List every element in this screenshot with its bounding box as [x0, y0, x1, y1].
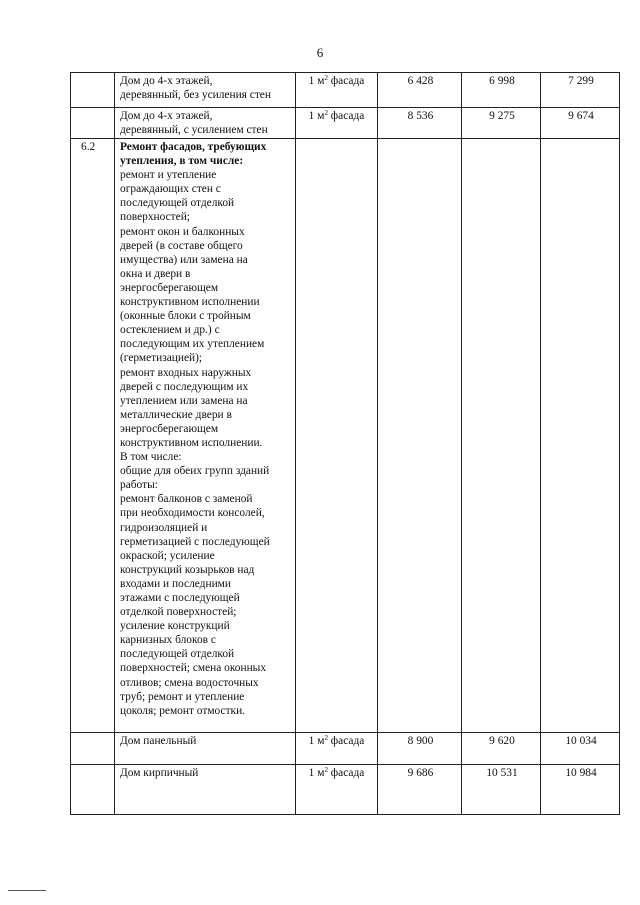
section-heading-line: Ремонт фасадов, требующих [120, 141, 267, 153]
section-number: 6.2 [71, 139, 115, 733]
body-line: ремонт окон и балконных [120, 225, 245, 238]
body-line: (оконные блоки с тройным [120, 310, 251, 323]
cost-table [70, 72, 620, 815]
body-line: входами и последними [120, 577, 231, 590]
body-line: поверхностей; [120, 211, 190, 224]
description-line: Дом до 4-х этажей, [120, 110, 213, 122]
unit-text-tail: фасада [327, 75, 365, 87]
unit-cell [296, 765, 378, 815]
value-cell-1: 8 536 [378, 108, 462, 139]
unit-superscript: 2 [324, 109, 328, 117]
unit-superscript: 2 [324, 74, 328, 82]
value-cell-3: 9 674 [541, 108, 620, 139]
body-line: при необходимости консолей, [120, 507, 265, 520]
body-line: последующим их утеплением [120, 338, 265, 351]
section-heading-line: утепления, в том числе: [120, 155, 244, 168]
row-description [115, 108, 296, 139]
body-line: ремонт балконов с заменой [120, 493, 253, 506]
value-cell-3: 10 984 [541, 765, 620, 815]
body-line: ограждающих стен с [120, 183, 221, 196]
value-cell-1: 6 428 [378, 73, 462, 108]
description-line: деревянный, с усилением стен [120, 124, 268, 137]
unit-text: 1 м [308, 75, 325, 87]
description-line: Дом панельный [120, 735, 197, 747]
empty-cell [378, 139, 462, 733]
body-line: окраской; усиление [120, 549, 215, 562]
footnote-separator [8, 890, 46, 891]
unit-text: 1 м [308, 767, 325, 779]
description-line: деревянный, без усиления стен [120, 89, 271, 102]
body-line: конструкций козырьков над [120, 563, 255, 576]
body-line: энергосберегающем [120, 422, 219, 435]
body-line: усиление конструкций [120, 620, 230, 633]
body-line: имущества) или замена на [120, 253, 248, 266]
body-line: окна и двери в [120, 267, 191, 280]
body-line: утеплением или замена на [120, 394, 248, 407]
row-number [71, 73, 115, 108]
body-line: карнизных блоков с [120, 634, 216, 647]
unit-text: 1 м [308, 110, 325, 122]
body-line: В том числе: [120, 451, 182, 464]
value-cell-2: 9 620 [462, 733, 541, 765]
body-line: последующей отделкой [120, 197, 235, 210]
description-line: Дом кирпичный [120, 767, 199, 779]
table-row [71, 108, 620, 139]
unit-text-tail: фасада [327, 735, 365, 747]
body-line: последующей отделкой [120, 648, 235, 661]
body-line: остеклением и др.) с [120, 324, 220, 337]
row-number [71, 765, 115, 815]
value-cell-1: 9 686 [378, 765, 462, 815]
value-cell-3: 7 299 [541, 73, 620, 108]
unit-cell [296, 733, 378, 765]
page-number: 6 [316, 45, 324, 60]
body-line: энергосберегающем [120, 281, 219, 294]
empty-cell [296, 139, 378, 733]
body-line: общие для обеих групп зданий [120, 465, 270, 478]
unit-cell [296, 108, 378, 139]
body-line: труб; ремонт и утепление [120, 690, 245, 703]
table-row [71, 765, 620, 815]
description-line: Дом до 4-х этажей, [120, 75, 213, 87]
value-cell-3: 10 034 [541, 733, 620, 765]
body-line: гидроизоляцией и [120, 521, 208, 534]
unit-superscript: 2 [324, 734, 328, 742]
body-line: (герметизацией); [120, 352, 203, 365]
body-line: этажами с последующей [120, 592, 240, 604]
body-line: ремонт входных наружных [120, 366, 252, 379]
unit-text: 1 м [308, 735, 325, 747]
row-number [71, 733, 115, 765]
body-line: поверхностей; смена оконных [120, 662, 267, 675]
body-line: отливов; смена водосточных [120, 676, 259, 689]
row-description [115, 765, 296, 815]
unit-cell [296, 73, 378, 108]
table-row [71, 733, 620, 765]
body-line: герметизацией с последующей [120, 535, 270, 548]
body-line: дверей (в составе общего [120, 239, 243, 252]
section-body [120, 168, 292, 718]
table-row [71, 73, 620, 108]
body-line: конструктивном исполнении. [120, 436, 263, 449]
unit-text-tail: фасада [327, 767, 365, 779]
body-line: работы: [120, 479, 158, 492]
value-cell-2: 9 275 [462, 108, 541, 139]
body-line: ремонт и утепление [120, 169, 217, 182]
row-description [115, 733, 296, 765]
value-cell-2: 6 998 [462, 73, 541, 108]
empty-cell [541, 139, 620, 733]
row-number [71, 108, 115, 139]
body-line: дверей с последующим их [120, 380, 249, 393]
empty-cell [462, 139, 541, 733]
row-description [115, 73, 296, 108]
body-line: конструктивном исполнении [120, 296, 260, 309]
section-row [71, 139, 620, 733]
body-line: отделкой поверхностей; [120, 606, 237, 619]
unit-text-tail: фасада [327, 110, 365, 122]
value-cell-2: 10 531 [462, 765, 541, 815]
unit-superscript: 2 [324, 766, 328, 774]
value-cell-1: 8 900 [378, 733, 462, 765]
body-line: цоколя; ремонт отмостки. [120, 704, 246, 717]
section-description [115, 139, 296, 733]
body-line: металлические двери в [120, 408, 232, 421]
